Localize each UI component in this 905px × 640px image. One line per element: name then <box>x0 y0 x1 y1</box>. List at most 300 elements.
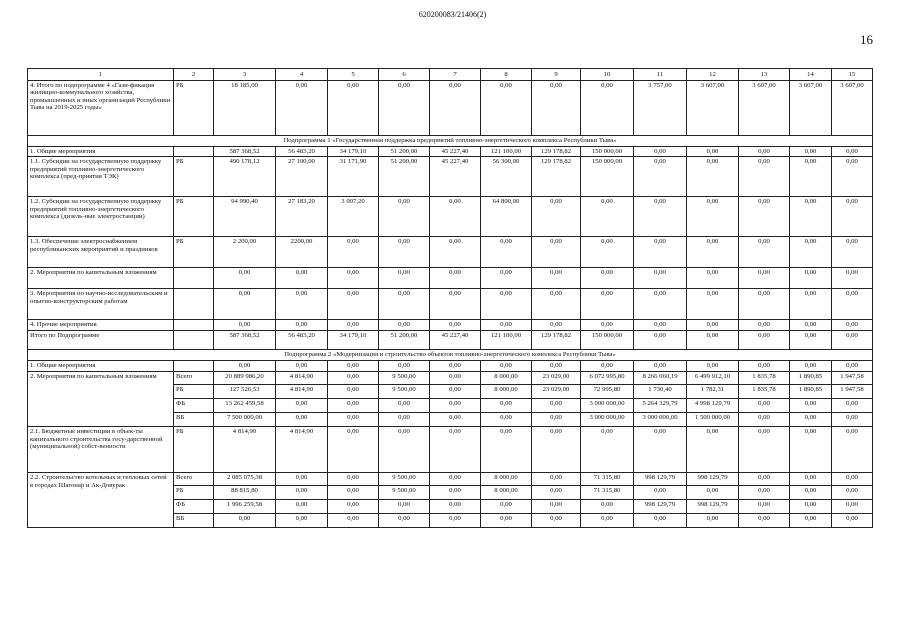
table-cell: 0,00 <box>739 197 790 237</box>
table-cell: 0,00 <box>481 413 532 427</box>
column-number: 7 <box>430 69 481 81</box>
table-cell: 64 800,00 <box>481 197 532 237</box>
table-cell: 4 814,90 <box>276 385 328 399</box>
table-cell: 0,00 <box>328 289 379 320</box>
table-cell: 0,00 <box>832 486 873 500</box>
funding-source: РБ <box>174 81 214 136</box>
column-number: 13 <box>739 69 790 81</box>
table-cell: 0,00 <box>430 372 481 385</box>
table-cell: 0,00 <box>832 237 873 268</box>
table-cell: 1 890,85 <box>790 385 832 399</box>
table-cell: 1 835,78 <box>739 385 790 399</box>
row-label: 2. Мероприятия по капитальным вложениям <box>28 268 174 289</box>
table-cell: 998 129,79 <box>634 473 687 486</box>
table-cell: 0,00 <box>634 331 687 350</box>
table-row <box>28 268 873 289</box>
table-cell: 0,00 <box>430 514 481 528</box>
column-number: 6 <box>379 69 430 81</box>
table-cell: 0,00 <box>214 289 276 320</box>
table-cell: 0,00 <box>687 331 739 350</box>
table-cell: 8 000,00 <box>481 372 532 385</box>
table-cell: 0,00 <box>687 237 739 268</box>
table-cell: 121 100,00 <box>481 331 532 350</box>
table-cell: 998 129,79 <box>687 473 739 486</box>
table-cell: 0,00 <box>532 473 581 486</box>
row-label: Итого по Подпрограмме <box>28 331 174 350</box>
table-row <box>28 427 873 473</box>
table-cell: 0,00 <box>328 399 379 413</box>
table-cell: 0,00 <box>379 361 430 372</box>
table-cell: 0,00 <box>379 268 430 289</box>
table-cell: 0,00 <box>739 147 790 157</box>
column-number: 2 <box>174 69 214 81</box>
funding-source <box>174 331 214 350</box>
table-cell: 587 368,52 <box>214 147 276 157</box>
table-cell: 6 072 995,80 <box>581 372 634 385</box>
row-label: 1.2. Субсидии на государственную поддержку предприятий топливно-энергетического комплекса (дизель-ные электростанции) <box>28 197 174 237</box>
table-cell: 0,00 <box>379 320 430 331</box>
table-cell: 0,00 <box>634 320 687 331</box>
table-cell: 27 100,00 <box>276 157 328 197</box>
table-cell: 0,00 <box>832 268 873 289</box>
table-cell: 0,00 <box>634 197 687 237</box>
table-cell: 0,00 <box>430 486 481 500</box>
table-cell: 0,00 <box>379 514 430 528</box>
table-cell: 9 500,00 <box>379 473 430 486</box>
table-cell: 3 000 000,00 <box>581 399 634 413</box>
table-cell: 3 607,00 <box>832 81 873 136</box>
table-cell: 88 815,80 <box>214 486 276 500</box>
table-cell: 0,00 <box>430 268 481 289</box>
table-cell: 0,00 <box>276 413 328 427</box>
table-row <box>28 157 873 197</box>
table-cell: 3 007,20 <box>328 197 379 237</box>
table-cell: 23 029,00 <box>532 385 581 399</box>
table-cell: 0,00 <box>481 237 532 268</box>
table-cell: 8 000,00 <box>481 486 532 500</box>
table-cell: 1 835,78 <box>739 372 790 385</box>
funding-source: РБ <box>174 486 214 500</box>
table-cell: 0,00 <box>379 413 430 427</box>
subprogram-header-row <box>28 350 873 361</box>
table-cell: 0,00 <box>687 320 739 331</box>
table-cell: 0,00 <box>832 500 873 514</box>
table-row <box>28 331 873 350</box>
table-cell: 127 526,53 <box>214 385 276 399</box>
table-cell: 0,00 <box>481 399 532 413</box>
table-cell: 0,00 <box>832 514 873 528</box>
table-cell: 0,00 <box>790 361 832 372</box>
funding-source <box>174 268 214 289</box>
table-cell: 0,00 <box>328 500 379 514</box>
table-cell: 31 171,90 <box>328 157 379 197</box>
table-cell: 0,00 <box>481 289 532 320</box>
table-cell: 150 000,00 <box>581 157 634 197</box>
table-row <box>28 289 873 320</box>
column-number: 15 <box>832 69 873 81</box>
table-cell: 998 129,79 <box>634 500 687 514</box>
column-number-row <box>28 69 873 81</box>
table-cell: 0,00 <box>790 399 832 413</box>
table-cell: 8 000,00 <box>481 473 532 486</box>
row-label: 1.3. Обеспечение электроснабжением республиканских мероприятий и праздников <box>28 237 174 268</box>
funding-source: ФБ <box>174 399 214 413</box>
table-cell: 4 814,90 <box>214 427 276 473</box>
table-cell: 0,00 <box>532 268 581 289</box>
table-cell: 56 300,00 <box>481 157 532 197</box>
table-cell: 0,00 <box>790 331 832 350</box>
table-cell: 0,00 <box>790 473 832 486</box>
row-label: 2. Мероприятия по капитальным вложениям <box>28 372 174 427</box>
table-cell: 0,00 <box>532 500 581 514</box>
table-row <box>28 361 873 372</box>
table-cell: 0,00 <box>832 361 873 372</box>
table-cell: 34 179,10 <box>328 147 379 157</box>
table-cell: 0,00 <box>532 486 581 500</box>
table-cell: 587 368,52 <box>214 331 276 350</box>
table-cell: 0,00 <box>430 361 481 372</box>
table-cell: 4 814,90 <box>276 372 328 385</box>
row-label: 1. Общие мероприятия <box>28 147 174 157</box>
table-cell: 0,00 <box>430 320 481 331</box>
column-number: 9 <box>532 69 581 81</box>
table-cell: 0,00 <box>276 486 328 500</box>
table-cell: 23 029,00 <box>532 372 581 385</box>
subprogram-title: Подпрограмма 1 «Государственная поддержка предприятий топливно-энергетического комплекса Республики Тыва» <box>28 136 873 147</box>
table-cell: 0,00 <box>430 413 481 427</box>
table-row <box>28 81 873 136</box>
table-cell: 0,00 <box>430 473 481 486</box>
table-cell: 0,00 <box>790 237 832 268</box>
table-cell: 1 500 000,00 <box>687 413 739 427</box>
table-cell: 0,00 <box>739 289 790 320</box>
table-cell: 0,00 <box>430 289 481 320</box>
table-cell: 0,00 <box>790 147 832 157</box>
table-cell: 0,00 <box>634 147 687 157</box>
funding-source: РБ <box>174 237 214 268</box>
table-cell: 0,00 <box>379 399 430 413</box>
table-cell: 0,00 <box>276 81 328 136</box>
table-cell: 0,00 <box>581 81 634 136</box>
column-number: 12 <box>687 69 739 81</box>
column-number: 4 <box>276 69 328 81</box>
table-cell: 0,00 <box>687 514 739 528</box>
table-cell: 0,00 <box>687 157 739 197</box>
row-label: 1. Общие мероприятия <box>28 361 174 372</box>
table-cell: 45 227,40 <box>430 331 481 350</box>
table-cell: 0,00 <box>790 427 832 473</box>
table-cell: 0,00 <box>532 81 581 136</box>
table-cell: 0,00 <box>481 427 532 473</box>
table-cell: 0,00 <box>430 81 481 136</box>
table-cell: 0,00 <box>328 486 379 500</box>
table-cell: 0,00 <box>328 81 379 136</box>
table-cell: 3 000 000,00 <box>581 413 634 427</box>
table-cell: 45 227,40 <box>430 157 481 197</box>
table-cell: 0,00 <box>739 399 790 413</box>
table-cell: 0,00 <box>687 197 739 237</box>
table-cell: 0,00 <box>532 197 581 237</box>
table-cell: 8 266 060,19 <box>634 372 687 385</box>
table-cell: 0,00 <box>739 500 790 514</box>
table-cell: 490 178,12 <box>214 157 276 197</box>
table-cell: 71 315,80 <box>581 486 634 500</box>
funding-source: Всего <box>174 473 214 486</box>
table-cell: 1 730,40 <box>634 385 687 399</box>
table-cell: 51 200,00 <box>379 331 430 350</box>
table-cell: 0,00 <box>832 197 873 237</box>
funding-source: РБ <box>174 385 214 399</box>
table-cell: 9 500,00 <box>379 486 430 500</box>
table-cell: 0,00 <box>379 289 430 320</box>
table-cell: 3 000 000,00 <box>634 413 687 427</box>
table-cell: 0,00 <box>532 237 581 268</box>
row-label: 3. Мероприятия по научно-исследовательским и опытно-конструкторским работам <box>28 289 174 320</box>
table-cell: 0,00 <box>328 268 379 289</box>
table-cell: 0,00 <box>739 486 790 500</box>
table-cell: 4 998 129,79 <box>687 399 739 413</box>
table-cell: 0,00 <box>581 237 634 268</box>
table-cell: 0,00 <box>687 427 739 473</box>
table-cell: 0,00 <box>581 268 634 289</box>
funding-source: РБ <box>174 427 214 473</box>
subprogram-title: Подпрограмма 2 «Модернизация и строительство объектов топливно-энергетического комплекса Республики Тыва» <box>28 350 873 361</box>
table-cell: 129 178,82 <box>532 147 581 157</box>
table-row <box>28 237 873 268</box>
table-cell: 5 264 329,79 <box>634 399 687 413</box>
table-cell: 0,00 <box>634 427 687 473</box>
table-cell: 3 757,00 <box>634 81 687 136</box>
table-cell: 2 200,00 <box>214 237 276 268</box>
table-cell: 0,00 <box>687 361 739 372</box>
column-number: 10 <box>581 69 634 81</box>
table-cell: 0,00 <box>328 413 379 427</box>
table-cell: 1 996 259,58 <box>214 500 276 514</box>
table-cell: 1 782,31 <box>687 385 739 399</box>
table-cell: 0,00 <box>276 514 328 528</box>
table-cell: 3 607,00 <box>739 81 790 136</box>
row-label: 4. Итого по подпрограмме 4 «Гази-фикация жилищно-коммунального хозяйства, промышленных и иных организаций Республики Тыва на 2019-2025 годы» <box>28 81 174 136</box>
table-cell: 998 129,79 <box>687 500 739 514</box>
document-id: 620200083/21406(2) <box>418 10 487 19</box>
table-cell: 0,00 <box>739 514 790 528</box>
table-cell: 0,00 <box>739 427 790 473</box>
table-cell: 0,00 <box>481 361 532 372</box>
table-cell: 0,00 <box>581 514 634 528</box>
column-number: 5 <box>328 69 379 81</box>
table-cell: 3 607,00 <box>790 81 832 136</box>
table-cell: 0,00 <box>832 289 873 320</box>
table-cell: 0,00 <box>790 320 832 331</box>
table-cell: 0,00 <box>832 331 873 350</box>
row-label: 1.1. Субсидии на государственную поддержку предприятий топливно-энергетического комплекса (пред-приятия ТЭК) <box>28 157 174 197</box>
table-cell: 0,00 <box>687 486 739 500</box>
table-cell: 0,00 <box>790 486 832 500</box>
table-cell: 0,00 <box>581 500 634 514</box>
table-cell: 20 889 986,20 <box>214 372 276 385</box>
funding-source: РБ <box>174 157 214 197</box>
table-cell: 0,00 <box>634 514 687 528</box>
table-cell: 150 000,00 <box>581 147 634 157</box>
table-cell: 3 607,00 <box>687 81 739 136</box>
table-cell: 0,00 <box>379 81 430 136</box>
table-cell: 0,00 <box>328 385 379 399</box>
table-cell: 0,00 <box>634 237 687 268</box>
table-cell: 9 500,00 <box>379 385 430 399</box>
table-cell: 6 499 912,10 <box>687 372 739 385</box>
table-cell: 0,00 <box>328 473 379 486</box>
table-cell: 0,00 <box>687 147 739 157</box>
table-cell: 0,00 <box>532 514 581 528</box>
column-number: 11 <box>634 69 687 81</box>
table-cell: 8 000,00 <box>481 385 532 399</box>
table-cell: 0,00 <box>214 268 276 289</box>
table-cell: 72 995,80 <box>581 385 634 399</box>
table-cell: 0,00 <box>430 427 481 473</box>
budget-table <box>27 68 873 528</box>
table-cell: 0,00 <box>832 320 873 331</box>
table-cell: 0,00 <box>276 268 328 289</box>
table-cell: 0,00 <box>481 514 532 528</box>
row-label: 2.1. Бюджетные инвестиции в объек-ты капитального строительства госу-дарственной (муниципальной) собст-венности <box>28 427 174 473</box>
funding-source <box>174 147 214 157</box>
table-cell: 0,00 <box>687 289 739 320</box>
column-number: 1 <box>28 69 174 81</box>
table-cell: 0,00 <box>214 320 276 331</box>
funding-source <box>174 289 214 320</box>
table-cell: 0,00 <box>832 147 873 157</box>
table-cell: 0,00 <box>739 413 790 427</box>
table-cell: 0,00 <box>532 399 581 413</box>
table-cell: 0,00 <box>739 268 790 289</box>
table-cell: 0,00 <box>739 320 790 331</box>
table-cell: 51 200,00 <box>379 157 430 197</box>
funding-source: ВБ <box>174 413 214 427</box>
table-cell: 0,00 <box>430 399 481 413</box>
table-cell: 71 315,80 <box>581 473 634 486</box>
table-cell: 51 200,00 <box>379 147 430 157</box>
table-cell: 0,00 <box>790 289 832 320</box>
table-cell: 34 179,10 <box>328 331 379 350</box>
table-cell: 0,00 <box>379 237 430 268</box>
table-cell: 0,00 <box>276 473 328 486</box>
column-number: 14 <box>790 69 832 81</box>
row-label: 2.2. Строительство котельных и тепловых сетей в городах Шагонар и Ак-Довурак <box>28 473 174 528</box>
table-cell: 0,00 <box>276 289 328 320</box>
table-cell: 0,00 <box>581 320 634 331</box>
table-cell: 0,00 <box>430 197 481 237</box>
table-row <box>28 197 873 237</box>
table-cell: 0,00 <box>790 500 832 514</box>
table-cell: 2 085 075,38 <box>214 473 276 486</box>
table-cell: 1 947,58 <box>832 385 873 399</box>
table-cell: 0,00 <box>581 197 634 237</box>
table-cell: 0,00 <box>532 361 581 372</box>
table-cell: 0,00 <box>430 237 481 268</box>
page-number: 16 <box>860 32 873 47</box>
table-row <box>28 320 873 331</box>
table-cell: 0,00 <box>276 320 328 331</box>
table-cell: 0,00 <box>328 427 379 473</box>
table-cell: 0,00 <box>581 289 634 320</box>
table-cell: 1 890,85 <box>790 372 832 385</box>
table-cell: 0,00 <box>790 514 832 528</box>
table-cell: 0,00 <box>328 372 379 385</box>
table-cell: 56 483,20 <box>276 147 328 157</box>
funding-source: Всего <box>174 372 214 385</box>
table-cell: 0,00 <box>481 320 532 331</box>
table-cell: 94 990,40 <box>214 197 276 237</box>
table-cell: 0,00 <box>532 413 581 427</box>
table-cell: 121 100,00 <box>481 147 532 157</box>
table-cell: 0,00 <box>328 320 379 331</box>
table-cell: 129 178,82 <box>532 331 581 350</box>
table-cell: 0,00 <box>328 361 379 372</box>
subprogram-header-row <box>28 136 873 147</box>
table-cell: 0,00 <box>739 331 790 350</box>
table-cell: 1 947,58 <box>832 372 873 385</box>
table-cell: 0,00 <box>328 514 379 528</box>
table-cell: 0,00 <box>379 197 430 237</box>
table-cell: 0,00 <box>790 157 832 197</box>
table-cell: 0,00 <box>790 268 832 289</box>
table-cell: 27 183,20 <box>276 197 328 237</box>
funding-source: ФБ <box>174 500 214 514</box>
table-cell: 0,00 <box>739 157 790 197</box>
table-cell: 0,00 <box>532 320 581 331</box>
funding-source <box>174 320 214 331</box>
column-number: 3 <box>214 69 276 81</box>
table-cell: 0,00 <box>430 385 481 399</box>
table-row <box>28 147 873 157</box>
table-cell: 4 814,90 <box>276 427 328 473</box>
table-cell: 150 000,00 <box>581 331 634 350</box>
table-cell: 13 262 459,58 <box>214 399 276 413</box>
table-cell: 0,00 <box>634 157 687 197</box>
table-cell: 0,00 <box>430 500 481 514</box>
table-cell: 0,00 <box>276 361 328 372</box>
table-cell: 45 227,40 <box>430 147 481 157</box>
table-cell: 0,00 <box>379 500 430 514</box>
column-number: 8 <box>481 69 532 81</box>
table-cell: 9 500,00 <box>379 372 430 385</box>
table-cell: 0,00 <box>214 514 276 528</box>
table-cell: 7 500 000,00 <box>214 413 276 427</box>
table-cell: 0,00 <box>328 237 379 268</box>
table-cell: 0,00 <box>739 473 790 486</box>
table-cell: 0,00 <box>832 413 873 427</box>
table-cell: 129 178,82 <box>532 157 581 197</box>
table-cell: 0,00 <box>214 361 276 372</box>
table-cell: 0,00 <box>276 500 328 514</box>
table-cell: 56 483,20 <box>276 331 328 350</box>
table-cell: 0,00 <box>739 237 790 268</box>
table-cell: 0,00 <box>790 413 832 427</box>
table-cell: 0,00 <box>581 427 634 473</box>
table-cell: 0,00 <box>832 399 873 413</box>
table-cell: 0,00 <box>581 361 634 372</box>
table-cell: 0,00 <box>532 289 581 320</box>
funding-source: ВБ <box>174 514 214 528</box>
table-cell: 0,00 <box>481 268 532 289</box>
table-cell: 0,00 <box>634 268 687 289</box>
table-cell: 0,00 <box>832 157 873 197</box>
table-cell: 0,00 <box>379 427 430 473</box>
table-cell: 0,00 <box>532 427 581 473</box>
table-cell: 0,00 <box>634 486 687 500</box>
funding-source: РБ <box>174 197 214 237</box>
table-row <box>28 473 873 486</box>
